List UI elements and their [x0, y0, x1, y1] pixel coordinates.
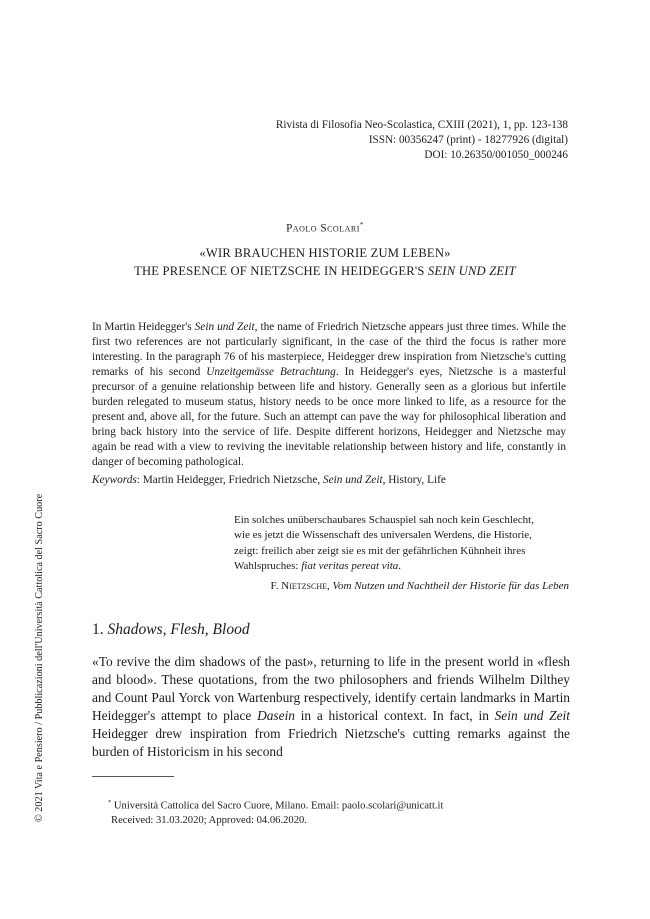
author-name: Paolo Scolari*: [286, 221, 364, 235]
title-line-1: «WIR BRAUCHEN HISTORIE ZUM LEBEN»: [199, 246, 451, 260]
epigraph-line: Wahlspruches: fiat veritas pereat vita.: [234, 559, 402, 572]
copyright-sidebar: © 2021 Vita e Pensiero / Pubblicazioni dell'Università Cattolica del Sacro Cuore: [34, 493, 45, 822]
footnote-divider: [92, 776, 174, 777]
journal-header: [276, 118, 568, 163]
issn-line: ISSN: 00356247 (print) - 18277926 (digital): [368, 134, 568, 146]
epigraph: [234, 513, 570, 574]
keywords-label: Keywords: [92, 474, 137, 486]
footnote-affiliation: * Università Cattolica del Sacro Cuore, Milano. Email: paolo.scolari@unicatt.it: [108, 799, 444, 812]
article-title: [0, 244, 650, 280]
section-heading: 1. Shadows, Flesh, Blood: [92, 621, 250, 638]
abstract: In Martin Heidegger's Sein und Zeit, the name of Friedrich Nietzsche appears just three times. While the first two references are not particularly significant, in the case of the third the focus is rather more interesting. In the paragraph 76 of his masterpiece, Heidegger drew inspiration from Nietzsche's cutting remarks of his second Unzeitgemässe Betrachtung. In Heidegger's eyes, Nietzsche is a masterful precursor of a genuine relationship between life and history. Generally seen as a glorious but infertile burden relegated to museum status, history needs to be once more linked to life, as a resource for the present and, above all, for the future. Such an attempt can pave the way for philosophical liberation and bring back history into the service of life. Despite different horizons, Heidegger and Nietzsche may again be read with a view to reviving the inevitable relationship between history and life, constantly in danger of becoming pathological.: [92, 321, 567, 468]
footnote: [108, 796, 443, 829]
footnote-dates: Received: 31.03.2020; Approved: 04.06.2020.: [111, 815, 307, 827]
epigraph-source: F. Nietzsche, Vom Nutzen und Nachtheil der Historie für das Leben: [270, 580, 569, 592]
keywords: Keywords: Martin Heidegger, Friedrich Nietzsche, Sein und Zeit, History, Life: [92, 474, 446, 486]
author-footnote-marker: *: [359, 221, 364, 229]
journal-citation: Rivista di Filosofia Neo-Scolastica, CXIII (2021), 1, pp. 123-138: [275, 119, 568, 131]
epigraph-line: zeigt: freilich aber zeigt sie es mit der gefährlichen Kühnheit ihres: [234, 544, 526, 557]
body-paragraph: «To revive the dim shadows of the past», returning to life in the present world in «flesh and blood». These quotations, from the two philosophers and friends Wilhelm Dilthey and Count Paul Yorck von Wartenburg respectively, identify certain landmarks in Martin Heidegger's attempt to place Dasein in a historical context. In fact, in Sein und Zeit Heidegger drew inspiration from Friedrich Nietzsche's cutting remarks against the burden of Historicism in his second: [92, 654, 570, 759]
epigraph-line: Ein solches unüberschaubares Schauspiel sah noch kein Geschlecht,: [234, 514, 534, 526]
title-line-2: THE PRESENCE OF NIETZSCHE IN HEIDEGGER'S SEIN UND ZEIT: [134, 264, 516, 278]
epigraph-line: wie es jetzt die Wissenschaft des universalen Werdens, die Historie,: [234, 529, 532, 542]
doi-line: DOI: 10.26350/001050_000246: [424, 149, 568, 161]
